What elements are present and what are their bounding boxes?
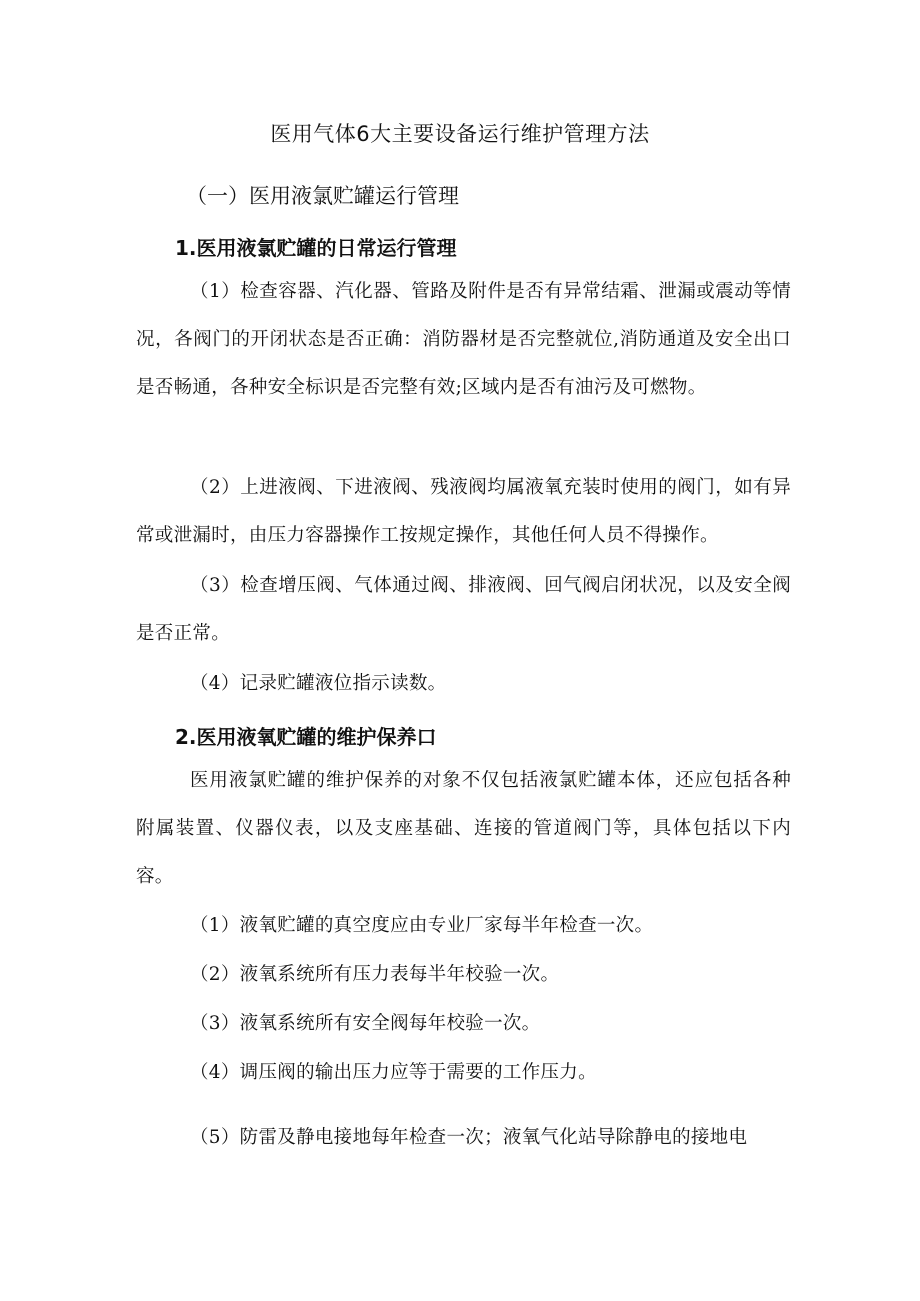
paragraph-record-level: （4）记录贮罐液位指示读数。 bbox=[190, 673, 447, 694]
list-item: （3）液氧系统所有安全阀每年校验一次。 bbox=[190, 1013, 541, 1034]
list-item: （1）液氧贮罐的真空度应由专业厂家每半年检查一次。 bbox=[190, 915, 654, 936]
list-item: （5）防雷及静电接地每年检查一次；液氧气化站导除静电的接地电 bbox=[190, 1127, 748, 1148]
paragraph-inspection: （1）检查容器、汽化器、管路及附件是否有异常结霜、泄漏或震动等情况，各阀门的开闭状态是否正确：消防器材是否完整就位,消防通道及安全出口是否畅通，各种安全标识是否完整有效;区域内是否有油污及可燃物。 bbox=[136, 281, 791, 398]
list-item: （4）调压阀的输出压力应等于需要的工作压力。 bbox=[190, 1062, 597, 1083]
document-title: 医用气体6大主要设备运行维护管理方法 bbox=[270, 122, 650, 146]
paragraph-valves: （2）上进液阀、下进液阀、残液阀均属液氧充装时使用的阀门，如有异常或泄漏时，由压力容器操作工按规定操作，其他任何人员不得操作。 bbox=[136, 477, 791, 546]
subsection-heading-daily-operation: 1.医用液氯贮罐的日常运行管理 bbox=[175, 236, 457, 260]
subsection-heading-maintenance: 2.医用液氧贮罐的维护保养口 bbox=[175, 725, 437, 749]
list-item: （2）液氧系统所有压力表每半年校验一次。 bbox=[190, 964, 560, 985]
paragraph-maintenance-intro: 医用液氯贮罐的维护保养的对象不仅包括液氯贮罐本体，还应包括各种附属装置、仪器仪表，以及支座基础、连接的管道阀门等，具体包括以下内容。 bbox=[136, 770, 791, 887]
section-heading: （一）医用液氯贮罐运行管理 bbox=[186, 184, 459, 208]
paragraph-check-valves: （3）检查增压阀、气体通过阀、排液阀、回气阀启闭状况，以及安全阀是否正常。 bbox=[136, 575, 791, 644]
